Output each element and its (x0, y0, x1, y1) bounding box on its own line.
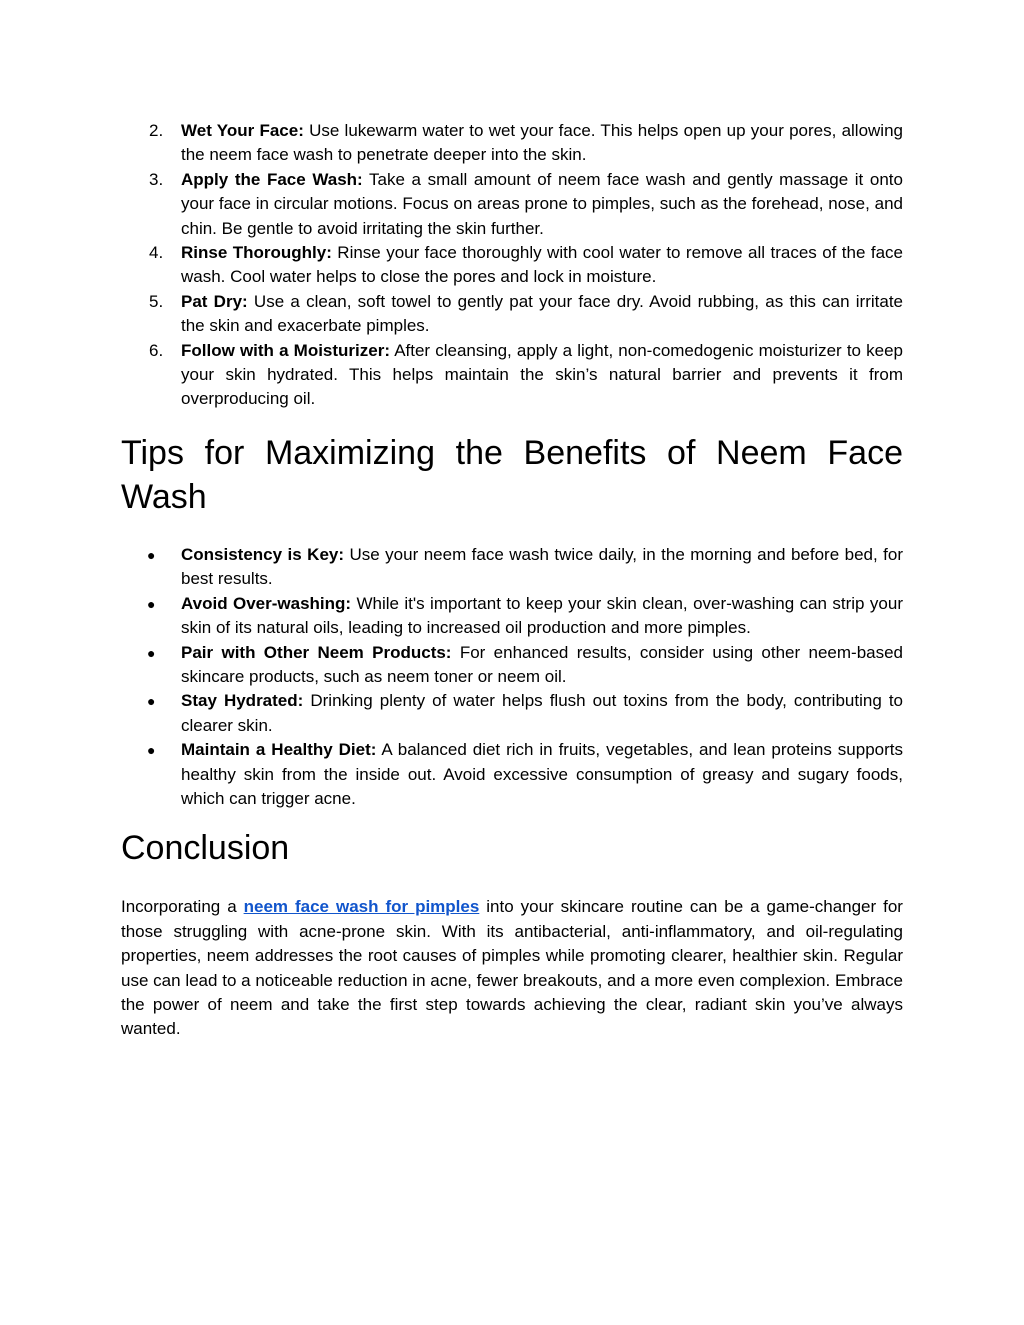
conclusion-text-after-link: into your skincare routine can be a game-changer for those struggling with acne-prone skin. With its antibacterial, anti-inflammatory, and oil-regulating properties, neem addresses the root causes of pimples while promoting clearer, healthier skin. Regular use can lead to a noticeable reduction in acne, fewer breakouts, and a more even complexion. Embrace the power of neem and take the first step towards achieving the clear, radiant skin you’ve always wanted. (121, 897, 903, 1039)
tips-list (121, 543, 903, 811)
bullet-icon: ● (147, 742, 156, 759)
conclusion-text-before-link: Incorporating a (121, 897, 244, 917)
bullet-icon: ● (147, 693, 156, 710)
conclusion-heading: Conclusion (121, 829, 290, 868)
step-text: After cleansing, apply a light, non-comedogenic moisturizer to keep your skin hydrated. This helps maintain the skin’s natural barrier and prevents it from overproducing oil. (181, 340, 903, 409)
list-number: 3. (149, 169, 164, 189)
tip-text: While it's important to keep your skin clean, over-washing can strip your skin of its natural oils, leading to increased oil production and more pimples. (181, 593, 903, 638)
tip-text: A balanced diet rich in fruits, vegetables, and lean proteins supports healthy skin from the inside out. Avoid excessive consumption of greasy and sugary foods, which can trigger acne. (181, 740, 903, 808)
conclusion-paragraph (121, 895, 903, 1041)
list-item-step (121, 290, 903, 339)
tip-title: Consistency is Key: (181, 544, 345, 564)
list-item-step (121, 241, 903, 290)
tip-text: For enhanced results, consider using other neem-based skincare products, such as neem toner or neem oil. (181, 642, 904, 686)
list-item-tip (121, 592, 903, 641)
list-item-tip (121, 641, 903, 690)
tip-title: Avoid Over-washing: (181, 593, 352, 613)
list-number: 4. (149, 243, 164, 263)
list-item-step (121, 168, 903, 241)
neem-face-wash-link[interactable]: neem face wash for pimples (243, 897, 480, 917)
list-item-tip (121, 543, 903, 592)
tip-text: Use your neem face wash twice daily, in the morning and before bed, for best results. (181, 544, 903, 589)
step-text: Take a small amount of neem face wash and gently massage it onto your face in circular motions. Focus on areas prone to pimples, such as the forehead, nose, and chin. Be gentle to avoid irritating the skin further. (181, 169, 903, 238)
bullet-icon: ● (147, 546, 156, 563)
steps-list (121, 119, 903, 412)
list-item-tip (121, 738, 903, 811)
step-title: Pat Dry: (181, 291, 248, 311)
list-number: 5. (149, 291, 164, 311)
tips-heading: Tips for Maximizing the Benefits of Neem Face Wash (121, 433, 903, 516)
list-number: 6. (149, 340, 164, 360)
step-text: Use lukewarm water to wet your face. This helps open up your pores, allowing the neem face wash to penetrate deeper into the skin. (181, 121, 903, 165)
step-title: Apply the Face Wash: (181, 169, 363, 189)
bullet-icon: ● (147, 644, 156, 661)
list-item-step (121, 339, 903, 412)
list-item-step (121, 119, 903, 168)
tip-text: Drinking plenty of water helps flush out toxins from the body, contributing to clearer skin. (181, 691, 904, 735)
step-title: Wet Your Face: (181, 121, 304, 140)
list-number: 2. (149, 121, 164, 140)
tip-title: Stay Hydrated: (181, 691, 304, 711)
step-text: Rinse your face thoroughly with cool water to remove all traces of the face wash. Cool water helps to close the pores and lock in moisture. (181, 243, 903, 287)
step-title: Rinse Thoroughly: (181, 243, 332, 263)
bullet-icon: ● (147, 595, 156, 612)
document-page (121, 119, 903, 1042)
list-item-tip (121, 689, 903, 738)
step-text: Use a clean, soft towel to gently pat your face dry. Avoid rubbing, as this can irritate the skin and exacerbate pimples. (181, 291, 903, 336)
tip-title: Maintain a Healthy Diet: (181, 740, 377, 760)
step-title: Follow with a Moisturizer: (181, 340, 390, 360)
tip-title: Pair with Other Neem Products: (181, 642, 452, 662)
